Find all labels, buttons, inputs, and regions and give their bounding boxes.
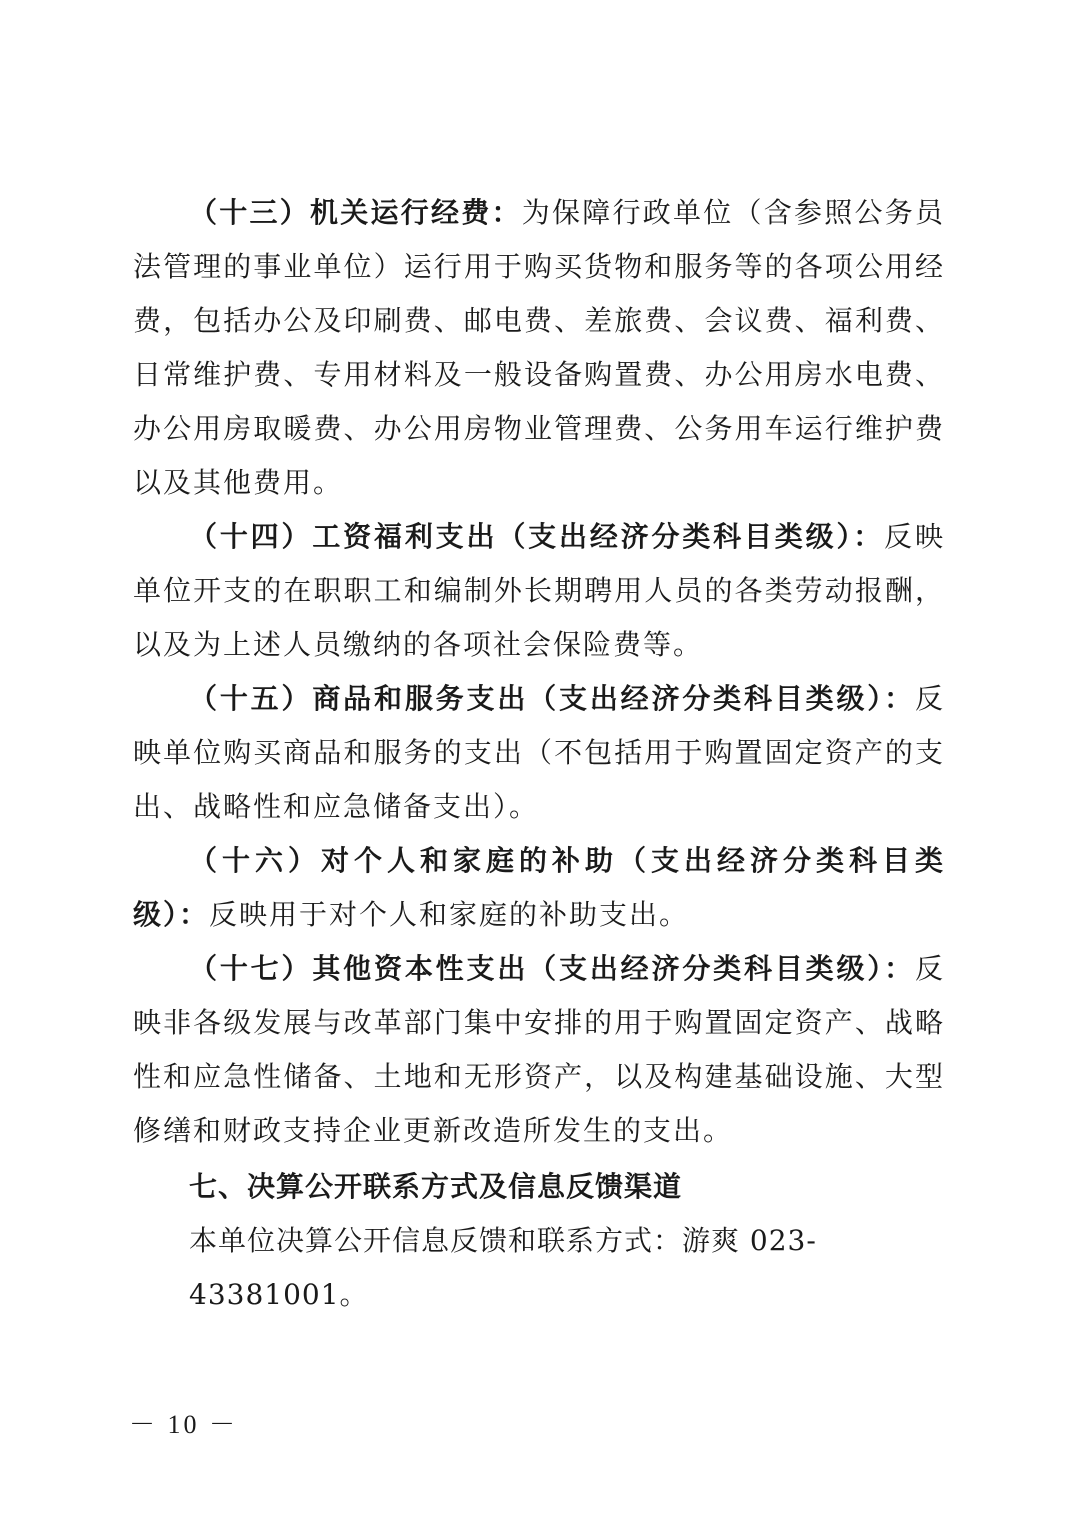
definition-term-17: （十七）其他资本性支出（支出经济分类科目类级）：: [189, 952, 915, 985]
definition-paragraph-13: [133, 186, 945, 510]
page-number: － 10 －: [129, 1410, 239, 1439]
definition-term-13: （十三）机关运行经费：: [189, 196, 522, 229]
definition-term-14: （十四）工资福利支出（支出经济分类科目类级）：: [189, 520, 885, 553]
definition-paragraph-15: [133, 672, 945, 834]
definition-text-15: 反映单位购买商品和服务的支出（不包括用于购置固定资产的支出、战略性和应急储备支出）。: [133, 682, 945, 823]
definition-text-14: 反映单位开支的在职职工和编制外长期聘用人员的各类劳动报酬，以及为上述人员缴纳的各项社会保险费等。: [133, 520, 945, 661]
definition-text-16: 反映用于对个人和家庭的补助支出。: [209, 898, 690, 931]
definition-text-17: 反映非各级发展与改革部门集中安排的用于购置固定资产、战略性和应急性储备、土地和无形资产，以及构建基础设施、大型修缮和财政支持企业更新改造所发生的支出。: [133, 952, 945, 1147]
definition-term-15: （十五）商品和服务支出（支出经济分类科目类级）：: [189, 682, 915, 715]
definition-text-13: 为保障行政单位（含参照公务员法管理的事业单位）运行用于购买货物和服务等的各项公用经费，包括办公及印刷费、邮电费、差旅费、会议费、福利费、日常维护费、专用材料及一般设备购置费、办公用房水电费、办公用房取暖费、办公用房物业管理费、公务用车运行维护费以及其他费用。: [133, 196, 945, 499]
contact-info: 本单位决算公开信息反馈和联系方式：游爽 023-43381001。: [189, 1224, 817, 1311]
definition-paragraph-14: [133, 510, 945, 672]
definition-paragraph-17: [133, 942, 945, 1158]
section-heading: 七、决算公开联系方式及信息反馈渠道: [189, 1170, 683, 1203]
definition-paragraph-16: [133, 834, 945, 942]
definition-term-16: （十六）对个人和家庭的补助（支出经济分类科目类级）：: [133, 844, 945, 931]
